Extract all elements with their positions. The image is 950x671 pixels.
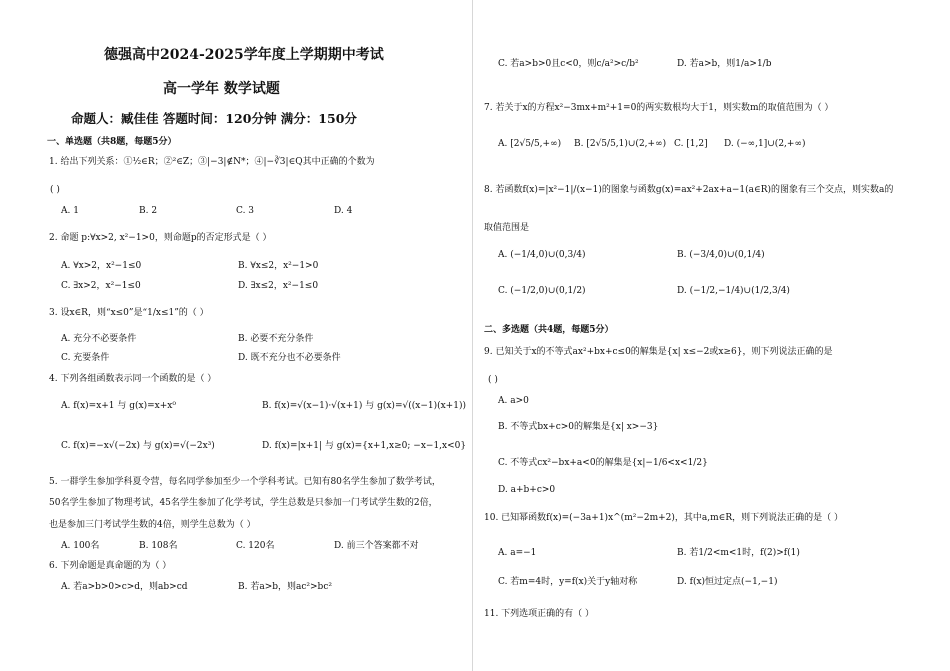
q2-option-c: C. ∃x>2，x²−1≤0 (61, 281, 141, 291)
question-2: 2. 命题 p:∀x>2, x²−1>0，则命题p的否定形式是（ ） (49, 233, 272, 243)
q8-option-b: B. (−3/4,0)∪(0,1/4) (677, 250, 765, 260)
q1-option-b: B. 2 (139, 206, 158, 216)
q4-option-a: A. f(x)=x+1 与 g(x)=x+x⁰ (61, 401, 176, 411)
q6-option-a: A. 若a>b>0>c>d，则ab>cd (61, 582, 188, 592)
exam-title: 德强高中2024-2025学年度上学期期中考试 (104, 47, 384, 63)
q1-option-d: D. 4 (334, 206, 353, 216)
q3-option-c: C. 充要条件 (61, 353, 110, 363)
q5-option-a: A. 100名 (61, 541, 100, 551)
question-8-continued: 取值范围是 (484, 223, 530, 233)
exam-info: 命题人：臧佳佳 答题时间：120分钟 满分：150分 (71, 111, 357, 126)
q7-option-a: A. [2√5/5,+∞) (498, 139, 562, 149)
q6-option-b: B. 若a>b，则ac²>bc² (238, 582, 332, 592)
q2-option-d: D. ∃x≤2，x²−1≤0 (238, 281, 319, 291)
q9-option-c: C. 不等式cx²−bx+a<0的解集是{x|−1/6<x<1/2} (498, 458, 708, 468)
q10-option-a: A. a=−1 (498, 548, 537, 558)
q9-option-b: B. 不等式bx+c>0的解集是{x| x>−3} (498, 422, 659, 432)
column-divider (472, 0, 473, 671)
q10-option-d: D. f(x)恒过定点(−1,−1) (677, 577, 778, 587)
question-5-line-2: 50名学生参加了物理考试，45名学生参加了化学考试，学生总数是只参加一门考试学生数的2倍， (49, 498, 438, 508)
q7-option-d: D. (−∞,1]∪(2,+∞) (724, 139, 806, 149)
q1-option-a: A. 1 (61, 206, 79, 216)
question-6: 6. 下列命题是真命题的为（ ） (49, 561, 172, 571)
q9-option-d: D. a+b+c>0 (498, 485, 556, 495)
question-9-blank: ( ) (488, 375, 498, 385)
section-single-choice: 一、单选题（共8题，每题5分） (47, 137, 177, 147)
q10-option-c: C. 若m=4时，y=f(x)关于y轴对称 (498, 577, 638, 587)
q8-option-d: D. (−1/2,−1/4)∪(1/2,3/4) (677, 286, 790, 296)
q7-option-b: B. [2√5/5,1)∪(2,+∞) (574, 139, 667, 149)
q5-option-b: B. 108名 (139, 541, 178, 551)
q9-option-a: A. a>0 (498, 396, 529, 406)
question-5-line-3: 也是参加三门考试学生数的4倍，则学生总数为（ ） (49, 520, 256, 530)
question-10: 10. 已知幂函数f(x)=(−3a+1)x^(m²−2m+2)，其中a,m∈R，则下列说法正确的是（ ） (484, 513, 843, 523)
q3-option-b: B. 必要不充分条件 (238, 334, 314, 344)
q4-option-d: D. f(x)=|x+1| 与 g(x)={x+1,x≥0; −x−1,x<0} (262, 441, 467, 451)
q8-option-a: A. (−1/4,0)∪(0,3/4) (498, 250, 586, 260)
q3-option-a: A. 充分不必要条件 (61, 334, 137, 344)
question-4: 4. 下列各组函数表示同一个函数的是（ ） (49, 374, 217, 384)
q7-option-c: C. [1,2] (674, 139, 708, 149)
q6-option-c: C. 若a>b>0且c<0，则c/a²>c/b² (498, 59, 639, 69)
q6-option-d: D. 若a>b，则1/a>1/b (677, 59, 772, 69)
question-11: 11. 下列选项正确的有（ ） (484, 609, 595, 619)
q8-option-c: C. (−1/2,0)∪(0,1/2) (498, 286, 586, 296)
q5-option-d: D. 前三个答案都不对 (334, 541, 419, 551)
question-1-blank: ( ) (50, 185, 60, 195)
q10-option-b: B. 若1/2<m<1时，f(2)>f(1) (677, 548, 800, 558)
section-multi-choice: 二、多选题（共4题，每题5分） (484, 325, 614, 335)
q1-option-c: C. 3 (236, 206, 255, 216)
q4-option-b: B. f(x)=√(x−1)·√(x+1) 与 g(x)=√((x−1)(x+1)) (262, 401, 466, 411)
q2-option-a: A. ∀x>2，x²−1≤0 (61, 261, 142, 271)
question-3: 3. 设x∈R，则“x≤0”是“1/x≤1”的（ ） (49, 308, 209, 318)
q3-option-d: D. 既不充分也不必要条件 (238, 353, 341, 363)
question-7: 7. 若关于x的方程x²−3mx+m²+1=0的两实数根均大于1，则实数m的取值范围为（ ） (484, 103, 834, 113)
q5-option-c: C. 120名 (236, 541, 275, 551)
exam-subtitle: 高一学年 数学试题 (163, 81, 280, 97)
q2-option-b: B. ∀x≤2，x²−1>0 (238, 261, 319, 271)
q4-option-c: C. f(x)=−x√(−2x) 与 g(x)=√(−2x³) (61, 441, 215, 451)
question-9: 9. 已知关于x的不等式ax²+bx+c≤0的解集是{x| x≤−2或x≥6}，则下列说法正确的是 (484, 347, 833, 357)
question-8: 8. 若函数f(x)=|x²−1|/(x−1)的图象与函数g(x)=ax²+2ax+a−1(a∈R)的图象有三个交点，则实数a的 (484, 185, 894, 195)
question-1: 1. 给出下列关系：①½∈R；②²∈Z；③|−3|∉N*；④|−∛3|∈Q其中正确的个数为 (49, 157, 375, 167)
question-5-line-1: 5. 一群学生参加学科夏令营，每名同学参加至少一个学科考试。已知有80名学生参加了数学考试， (49, 477, 441, 487)
